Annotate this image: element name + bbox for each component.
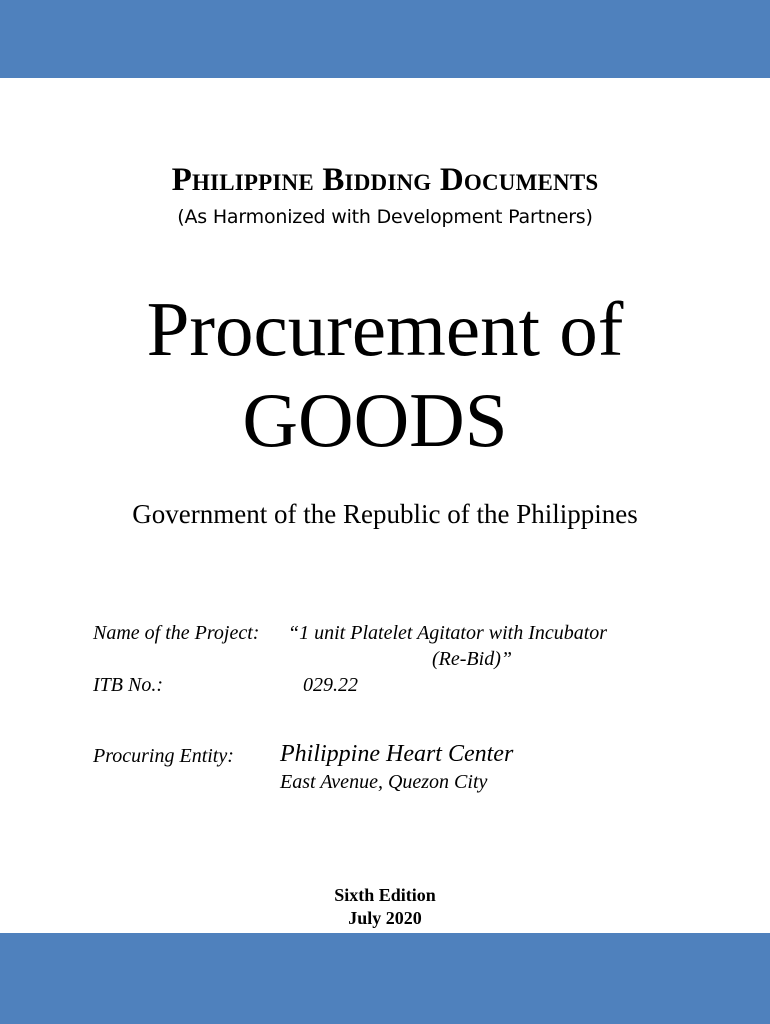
project-name-value-line-2: (Re-Bid)” <box>432 648 512 670</box>
procuring-entity-address: East Avenue, Quezon City <box>280 771 488 793</box>
bottom-color-band <box>0 933 770 1024</box>
document-heading: Philippine Bidding Documents <box>171 162 599 198</box>
project-name-label: Name of the Project: <box>93 622 260 644</box>
edition-label: Sixth Edition <box>334 885 436 905</box>
itb-number-value: 029.22 <box>303 674 358 696</box>
title-line-2: GOODS <box>242 377 508 463</box>
top-color-band <box>0 0 770 78</box>
project-name-value-line-1: “1 unit Platelet Agitator with Incubator <box>288 622 608 644</box>
procuring-entity-name: Philippine Heart Center <box>280 741 514 767</box>
title-line-1: Procurement of <box>146 286 624 372</box>
government-line: Government of the Republic of the Philippines <box>132 499 638 529</box>
procuring-entity-label: Procuring Entity: <box>93 745 234 767</box>
edition-date: July 2020 <box>348 908 422 928</box>
edition-block <box>0 884 770 930</box>
itb-number-label: ITB No.: <box>93 674 163 696</box>
document-subheading: (As Harmonized with Development Partners) <box>177 206 593 228</box>
